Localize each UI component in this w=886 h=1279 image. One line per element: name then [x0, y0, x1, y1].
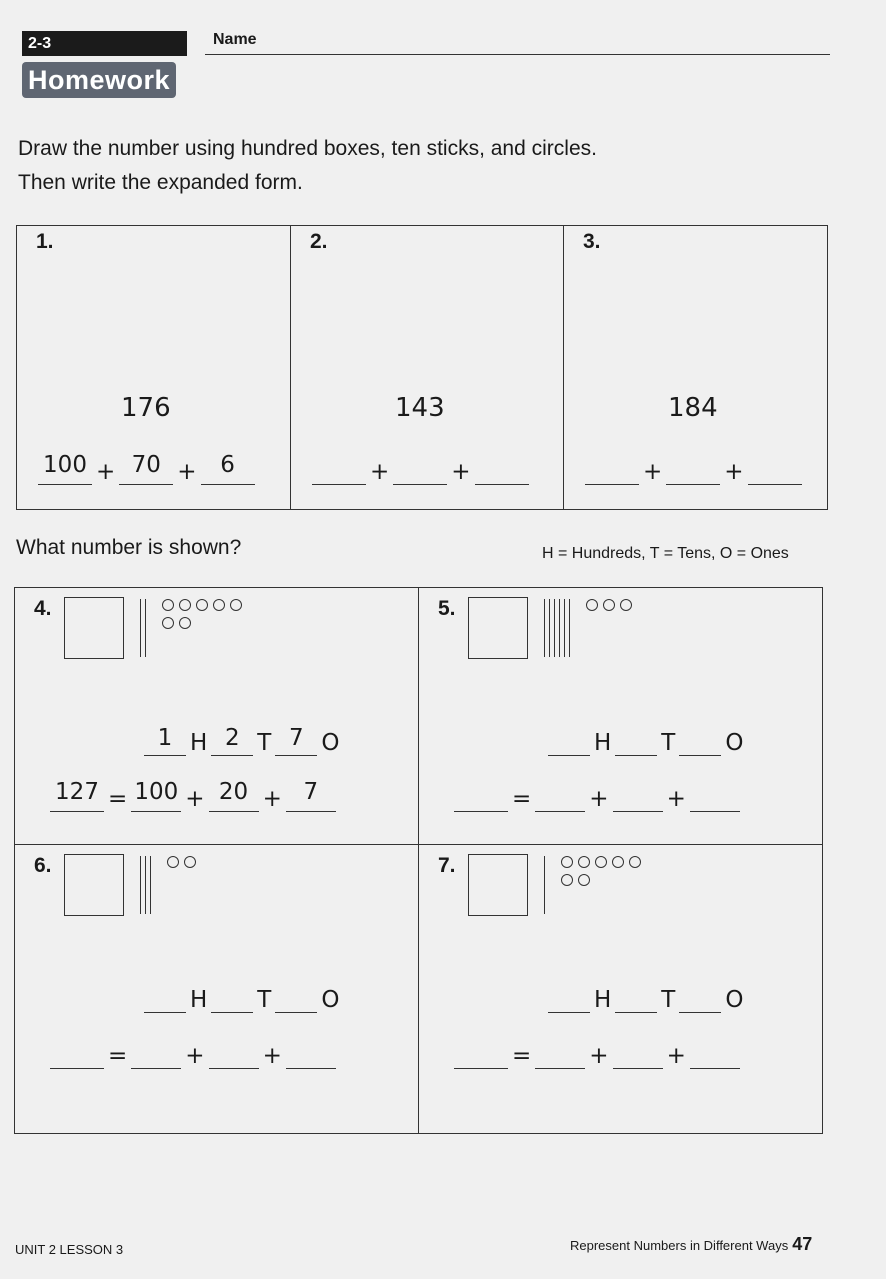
page-footer — [570, 1234, 812, 1255]
o-blank[interactable] — [679, 725, 721, 756]
expanded-form-blank[interactable] — [613, 779, 663, 812]
expanded-form-blank[interactable] — [475, 452, 529, 485]
plus-sign: + — [666, 1043, 686, 1069]
hto-row — [548, 725, 747, 756]
problem-number: 6. — [34, 854, 52, 877]
instructions: Draw the number using hundred boxes, ten sticks, and circles. Then write the expanded form. — [18, 137, 597, 194]
equals-sign: = — [512, 1043, 532, 1069]
one-circle — [561, 856, 573, 868]
hundred-box — [64, 597, 124, 659]
equation-row — [454, 1036, 740, 1069]
name-label: Name — [213, 31, 257, 48]
plus-sign: + — [589, 786, 609, 812]
one-circle — [213, 599, 225, 611]
hundred-box — [468, 854, 528, 916]
one-circle — [184, 856, 196, 868]
expanded-form-row — [585, 452, 802, 485]
ten-sticks — [140, 856, 151, 914]
h-blank[interactable] — [548, 982, 590, 1013]
plus-sign: + — [451, 459, 471, 485]
expanded-form-blank[interactable]: 100 — [38, 452, 92, 485]
t-blank[interactable] — [615, 725, 657, 756]
one-circles — [167, 856, 248, 868]
ten-stick — [145, 856, 146, 914]
h-blank[interactable]: 1 — [144, 725, 186, 756]
place-value-key: H = Hundreds, T = Tens, O = Ones — [542, 545, 789, 562]
one-circle — [629, 856, 641, 868]
base-ten-blocks — [64, 854, 248, 916]
plus-sign: + — [370, 459, 390, 485]
one-circle — [595, 856, 607, 868]
ten-stick — [140, 856, 141, 914]
hundred-box — [468, 597, 528, 659]
one-circle — [561, 874, 573, 886]
ten-stick — [569, 599, 570, 657]
expanded-form-blank[interactable]: 20 — [209, 779, 259, 812]
total-blank[interactable] — [50, 1036, 104, 1069]
plus-sign: + — [262, 1043, 282, 1069]
ten-sticks — [140, 599, 146, 657]
ten-stick — [145, 599, 146, 657]
expanded-form-blank[interactable]: 100 — [131, 779, 181, 812]
total-blank[interactable] — [454, 1036, 508, 1069]
equation-row — [454, 779, 740, 812]
problem-number: 7. — [438, 854, 456, 877]
plus-sign: + — [96, 459, 116, 485]
grid-divider — [290, 225, 291, 510]
name-line[interactable] — [205, 54, 830, 55]
t-blank[interactable] — [211, 982, 253, 1013]
grid-divider — [14, 844, 823, 845]
one-circle — [162, 617, 174, 629]
h-label: H — [190, 987, 208, 1013]
o-label: O — [321, 730, 340, 756]
expanded-form-blank[interactable] — [748, 452, 802, 485]
t-label: T — [257, 987, 272, 1013]
expanded-form-blank[interactable] — [585, 452, 639, 485]
ten-stick — [150, 856, 151, 914]
footer-title: Represent Numbers in Different Ways — [570, 1238, 789, 1253]
expanded-form-blank[interactable] — [613, 1036, 663, 1069]
hto-row — [144, 982, 343, 1013]
one-circle — [586, 599, 598, 611]
h-label: H — [594, 730, 612, 756]
t-label: T — [661, 730, 676, 756]
h-blank[interactable] — [548, 725, 590, 756]
hto-row — [548, 982, 747, 1013]
expanded-form-blank[interactable]: 6 — [201, 452, 255, 485]
equals-sign: = — [512, 786, 532, 812]
one-circle — [196, 599, 208, 611]
unit-lesson-footer: UNIT 2 LESSON 3 — [15, 1242, 124, 1257]
plus-sign: + — [589, 1043, 609, 1069]
expanded-form-blank[interactable] — [312, 452, 366, 485]
o-label: O — [321, 987, 340, 1013]
o-blank[interactable] — [275, 982, 317, 1013]
total-blank[interactable] — [454, 779, 508, 812]
one-circle — [612, 856, 624, 868]
grid-divider — [418, 587, 419, 1134]
equation-row — [50, 779, 336, 812]
t-blank[interactable]: 2 — [211, 725, 253, 756]
one-circle — [578, 856, 590, 868]
plus-sign: + — [185, 1043, 205, 1069]
o-label: O — [725, 987, 744, 1013]
target-number: 184 — [668, 393, 718, 423]
expanded-form-blank[interactable] — [131, 1036, 181, 1069]
expanded-form-blank[interactable] — [666, 452, 720, 485]
ten-stick — [140, 599, 141, 657]
ten-stick — [564, 599, 565, 657]
expanded-form-row — [38, 452, 255, 485]
expanded-form-blank[interactable] — [286, 1036, 336, 1069]
base-ten-blocks — [468, 854, 642, 916]
plus-sign: + — [666, 786, 686, 812]
ten-stick — [544, 599, 545, 657]
problem-number: 1. — [36, 230, 54, 253]
t-blank[interactable] — [615, 982, 657, 1013]
ten-stick — [544, 856, 545, 914]
lesson-tag: 2-3 — [22, 31, 187, 56]
problem-number: 3. — [583, 230, 601, 253]
target-number: 176 — [121, 393, 171, 423]
one-circle — [620, 599, 632, 611]
h-label: H — [594, 987, 612, 1013]
equals-sign: = — [108, 786, 128, 812]
plus-sign: + — [177, 459, 197, 485]
base-ten-blocks — [468, 597, 667, 659]
expanded-form-blank[interactable]: 7 — [286, 779, 336, 812]
expanded-form-row — [312, 452, 529, 485]
h-blank[interactable] — [144, 982, 186, 1013]
ten-sticks — [544, 856, 545, 914]
homework-banner: Homework — [22, 62, 176, 98]
expanded-form-blank[interactable]: 70 — [119, 452, 173, 485]
one-circle — [179, 617, 191, 629]
one-circles — [586, 599, 667, 611]
one-circle — [578, 874, 590, 886]
expanded-form-blank[interactable] — [690, 779, 740, 812]
target-number: 143 — [395, 393, 445, 423]
ten-stick — [559, 599, 560, 657]
plus-sign: + — [185, 786, 205, 812]
one-circle — [230, 599, 242, 611]
one-circle — [603, 599, 615, 611]
problem-number: 2. — [310, 230, 328, 253]
question-heading: What number is shown? — [16, 536, 242, 559]
plus-sign: + — [724, 459, 744, 485]
problem-number: 4. — [34, 597, 52, 620]
t-label: T — [661, 987, 676, 1013]
plus-sign: + — [262, 786, 282, 812]
expanded-form-blank[interactable] — [393, 452, 447, 485]
plus-sign: + — [643, 459, 663, 485]
h-label: H — [190, 730, 208, 756]
ten-sticks — [544, 599, 570, 657]
expanded-form-blank[interactable] — [535, 779, 585, 812]
one-circle — [179, 599, 191, 611]
one-circle — [167, 856, 179, 868]
base-ten-blocks — [64, 597, 243, 659]
total-blank[interactable]: 127 — [50, 779, 104, 812]
one-circle — [162, 599, 174, 611]
expanded-form-blank[interactable] — [535, 1036, 585, 1069]
expanded-form-blank[interactable] — [690, 1036, 740, 1069]
equals-sign: = — [108, 1043, 128, 1069]
grid-divider — [563, 225, 564, 510]
ten-stick — [554, 599, 555, 657]
hundred-box — [64, 854, 124, 916]
one-circles — [162, 599, 243, 629]
one-circles — [561, 856, 642, 886]
o-blank[interactable] — [679, 982, 721, 1013]
page-number: 47 — [792, 1234, 813, 1254]
hto-row — [144, 725, 343, 756]
o-label: O — [725, 730, 744, 756]
t-label: T — [257, 730, 272, 756]
o-blank[interactable]: 7 — [275, 725, 317, 756]
expanded-form-blank[interactable] — [209, 1036, 259, 1069]
equation-row — [50, 1036, 336, 1069]
problem-number: 5. — [438, 597, 456, 620]
ten-stick — [549, 599, 550, 657]
